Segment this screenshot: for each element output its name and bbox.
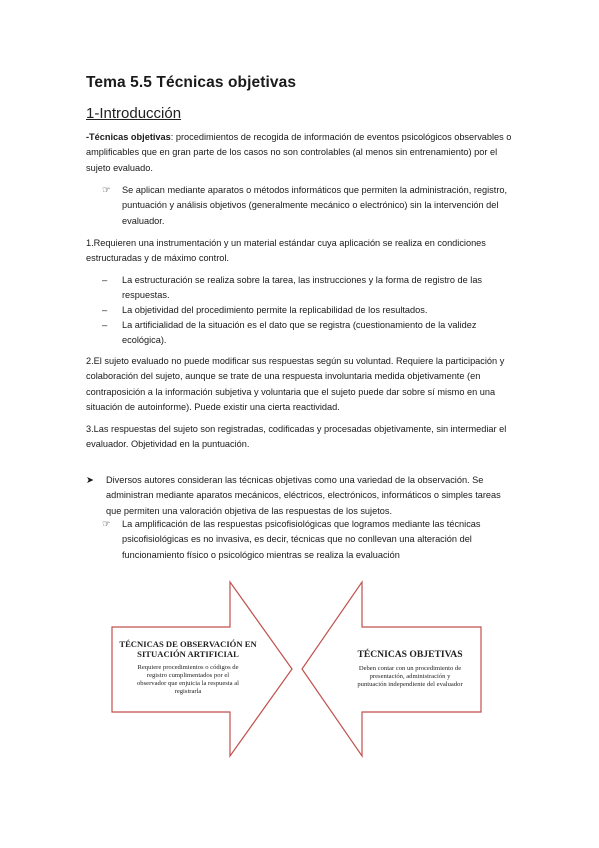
right-box-body-line: presentación, administración y: [369, 673, 451, 680]
pointing-hand-icon: ☞: [102, 519, 111, 530]
right-box-title: TÉCNICAS OBJETIVAS: [357, 649, 463, 660]
arrowhead-icon: ➤: [86, 475, 94, 486]
left-box-body-line: registrarla: [174, 688, 202, 695]
point-2: 2.El sujeto evaluado no puede modificar sus respuestas según su voluntad. Requiere la participación y colaboración del sujeto, aunque se trate de una respuesta involuntaria medida objetivamente (en contraposición a la información subjetiva y voluntaria que el sujeto puede dar sobre sí mismo en una situación de autoinforme). Puede existir una cierta reactividad.: [86, 356, 505, 413]
dash-bullet: –: [102, 320, 108, 331]
intro-definition: : procedimientos de recogida de información de eventos psicológicos observables o amplificables que en gran parte de los casos no son controlables (al menos sin entrenamiento) por el sujeto evaluado.: [86, 132, 512, 173]
dash-item-text: La artificialidad de la situación es el dato que se registra (cuestionamiento de la validez ecológica).: [122, 320, 477, 346]
left-box-body-line: Requiere procedimientos o códigos de: [137, 664, 239, 671]
dash-item-text: La estructuración se realiza sobre la tarea, las instrucciones y la forma de registro de las respuestas.: [122, 275, 483, 301]
left-box-title-line-1: TÉCNICAS DE OBSERVACIÓN EN: [119, 639, 257, 649]
arrow-bullet-text: Diversos autores consideran las técnicas objetivas como una variedad de la observación. Se administran mediante aparatos mecánicos, eléctricos, electrónicos, informáticos o simples tareas que permiten una valoración objetiva de las respuestas de los sujetos.: [106, 475, 501, 516]
dash-bullet: –: [102, 305, 108, 316]
point-1: 1.Requieren una instrumentación y un material estándar cuya aplicación se realiza en condiciones estructuradas y de máximo control.: [86, 238, 486, 264]
left-box-body-line: observador que enjuicia la respuesta al: [137, 680, 239, 687]
right-box-body-line: Deben contar con un procedimiento de: [358, 665, 462, 672]
left-box-body-line: registro cumplimentados por el: [146, 672, 230, 679]
sub-bullet-1-text: Se aplican mediante aparatos o métodos informáticos que permiten la administración, registro, puntuación y análisis objetivos (generalmente mecánico o electrónico) sin la intervención del evaluador.: [122, 185, 508, 226]
sub-bullet-2-text: La amplificación de las respuestas psicofisiológicas que logramos mediante las técnicas psicofisiológicas es no invasiva, es decir, técnicas que no conllevan una alteración del funcionamiento físico o psicológico mientras se realiza la evaluación: [122, 519, 481, 560]
dash-bullet: –: [102, 275, 108, 286]
section-heading: 1-Introducción: [86, 105, 182, 122]
right-box-body-line: puntuación independiente del evaluador: [357, 681, 463, 688]
left-box-title-line-2: SITUACIÓN ARTIFICIAL: [137, 649, 239, 659]
page-title: Tema 5.5 Técnicas objetivas: [86, 74, 297, 91]
dash-item-text: La objetividad del procedimiento permite la replicabilidad de los resultados.: [122, 305, 428, 315]
pointing-hand-icon: ☞: [102, 185, 111, 196]
intro-term: -Técnicas objetivas: [86, 132, 171, 142]
point-3: 3.Las respuestas del sujeto son registradas, codificadas y procesadas objetivamente, sin intermediar el evaluador. Objetividad en la puntuación.: [86, 424, 507, 450]
